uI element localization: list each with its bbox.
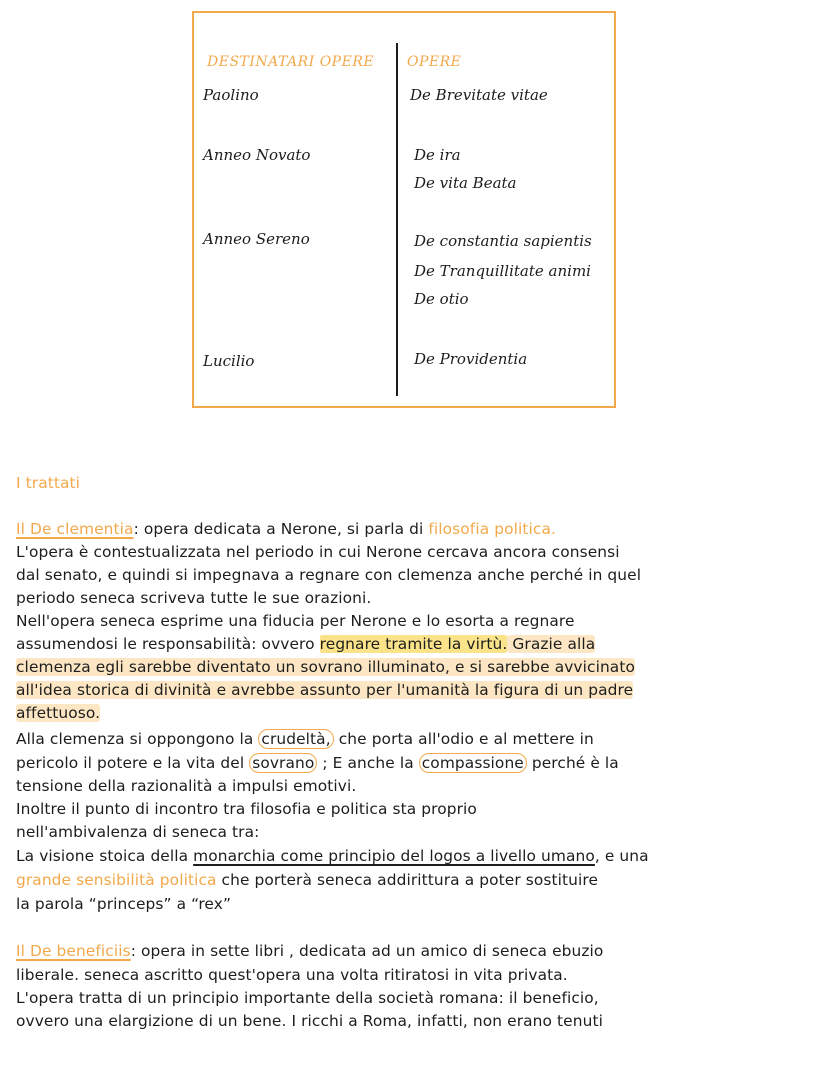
text: pericolo il potere e la vita del: [16, 754, 250, 772]
clementia-line: nell'ambivalenza di seneca tra:: [16, 823, 260, 841]
recipient-name: Paolino: [203, 86, 259, 104]
clementia-line: L'opera è contestualizzata nel periodo in cui Nerone cercava ancora consensi: [16, 543, 620, 561]
clementia-line: dal senato, e quindi si impegnava a regnare con clemenza anche perché in quel: [16, 566, 642, 584]
clementia-line: Nell'opera seneca esprime una fiducia per Nerone e lo esorta a regnare: [16, 612, 575, 630]
section-title: I trattati: [16, 474, 81, 492]
beneficiis-line: ovvero una elargizione di un bene. I ricchi a Roma, infatti, non erano tenuti: [16, 1012, 603, 1030]
work-title: De vita Beata: [414, 174, 517, 192]
keyword: filosofia politica: [428, 520, 551, 538]
work-title: De Providentia: [414, 350, 528, 368]
clementia-line: [16, 656, 635, 678]
clementia-line: [16, 845, 649, 867]
text: : opera in sette libri , dedicata ad un amico di seneca ebuzio: [130, 942, 604, 960]
clementia-line: tensione della razionalità a impulsi emotivi.: [16, 777, 357, 795]
text: assumendosi le responsabilità: ovvero: [16, 635, 320, 653]
text: che porterà seneca addirittura a poter sostituire: [216, 871, 599, 889]
beneficiis-line: L'opera tratta di un principio importante della società romana: il beneficio,: [16, 989, 599, 1007]
clementia-line: [16, 518, 556, 540]
recipients-table: [192, 11, 616, 408]
underlined-text: monarchia come principio del logos a livello umano: [193, 847, 595, 865]
table-header-works: OPERE: [407, 54, 462, 70]
clementia-line: [16, 702, 100, 724]
highlight: Grazie alla: [507, 635, 596, 653]
text: ; E anche la: [317, 754, 419, 772]
clementia-line: [16, 728, 594, 750]
highlight: clemenza egli sarebbe diventato un sovrano illuminato, e si sarebbe avvicinato: [16, 658, 635, 676]
clementia-line: Inoltre il punto di incontro tra filosofia e politica sta proprio: [16, 800, 477, 818]
work-title: De otio: [414, 290, 469, 308]
text: .: [550, 520, 556, 538]
recipient-name: Anneo Novato: [203, 146, 311, 164]
recipient-name: Lucilio: [203, 352, 255, 370]
beneficiis-line: liberale. seneca ascritto quest'opera una volta ritiratosi in vita privata.: [16, 966, 568, 984]
keyword: grande sensibilità politica: [16, 871, 217, 889]
text: Alla clemenza si oppongono la: [16, 730, 259, 748]
beneficiis-line: [16, 940, 603, 962]
work-title: De Tranquillitate animi: [414, 262, 591, 280]
recipient-name: Anneo Sereno: [203, 230, 310, 248]
work-title: De Brevitate vitae: [410, 86, 548, 104]
highlight: affettuoso.: [16, 704, 101, 722]
clementia-line: periodo seneca scriveva tutte le sue orazioni.: [16, 589, 372, 607]
clementia-line: la parola “princeps” a “rex”: [16, 895, 232, 913]
text: , e una: [594, 847, 649, 865]
text: che porta all'odio e al mettere in: [333, 730, 594, 748]
text: : opera dedicata a Nerone, si parla di: [133, 520, 429, 538]
highlight: all'idea storica di divinità e avrebbe assunto per l'umanità la figura di un padre: [16, 681, 634, 699]
clementia-line: [16, 869, 598, 891]
text: La visione stoica della: [16, 847, 194, 865]
clementia-line: [16, 752, 619, 774]
circled-word: compassione: [419, 753, 527, 773]
circled-word: crudeltà,: [258, 729, 333, 749]
work-title: De ira: [414, 146, 461, 164]
work-title: De constantia sapientis: [414, 232, 592, 250]
table-header-recipients: DESTINATARI OPERE: [207, 54, 375, 70]
circled-word: sovrano: [249, 753, 317, 773]
clementia-title: Il De clementia: [16, 520, 134, 538]
highlight: regnare tramite la virtù.: [319, 635, 508, 653]
beneficiis-title: Il De beneficiis: [16, 942, 131, 960]
table-divider: [396, 43, 398, 396]
clementia-line: [16, 679, 633, 701]
clementia-line: [16, 633, 595, 655]
text: perché è la: [526, 754, 619, 772]
